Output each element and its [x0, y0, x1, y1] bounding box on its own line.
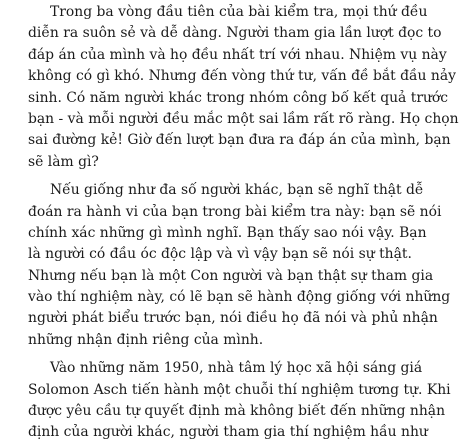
text-line: Trong ba vòng đầu tiên của bài kiểm tra, mọi thứ đều [50, 4, 428, 20]
text-line: những nhận định riêng của mình. [28, 331, 264, 348]
text-line: Solomon Asch tiến hành một chuỗi thí nghiệm tương tự. Khi [28, 381, 451, 398]
paragraph-2 [28, 180, 451, 351]
text-line: diễn ra suôn sẻ và dễ dàng. Người tham gia lần lượt đọc to [28, 25, 442, 42]
text-line: sinh. Có năm người khác trong nhóm công bố kết quả trước [28, 89, 449, 106]
paragraph-1 [28, 2, 459, 173]
text-line: Vào những năm 1950, nhà tâm lý học xã hội sáng giá [50, 360, 423, 377]
text-line: sẽ làm gì? [28, 153, 99, 170]
text-line: Nhưng nếu bạn là một Con người và bạn thật sự tham gia [28, 267, 434, 284]
text-line: vào thí nghiệm này, có lẽ bạn sẽ hành động giống với những [28, 289, 451, 306]
paragraph-3 [28, 358, 451, 444]
text-line: được yêu cầu tự quyết định mà không biết đến những nhận [28, 403, 446, 420]
text-line: bạn - và mỗi người đều mắc một sai lầm rất rõ ràng. Họ chọn [28, 110, 459, 127]
text-line: Nếu giống như đa số người khác, bạn sẽ nghĩ thật dễ [50, 182, 424, 199]
text-line: không có gì khó. Nhưng đến vòng thứ tư, vấn đề bắt đầu nảy [28, 68, 456, 85]
text-line: định của người khác, người tham gia thí nghiệm hầu như [28, 424, 428, 441]
text-line: đoán ra hành vi của bạn trong bài kiểm tra này: bạn sẽ nói [28, 203, 442, 220]
body-text [28, 2, 459, 444]
text-line: chính xác những gì mình nghĩ. Bạn thấy sao nói vậy. Bạn [28, 224, 427, 241]
text-line: người phát biểu trước bạn, nói điều họ đã nói và phủ nhận [28, 310, 438, 327]
text-line: là người có đầu óc độc lập và vì vậy bạn sẽ nói sự thật. [28, 246, 412, 263]
text-line: sai đường kẻ! Giờ đến lượt bạn đưa ra đáp án của mình, bạn [28, 132, 451, 149]
text-line: đáp án của mình và họ đều nhất trí với nhau. Nhiệm vụ này [28, 46, 447, 63]
